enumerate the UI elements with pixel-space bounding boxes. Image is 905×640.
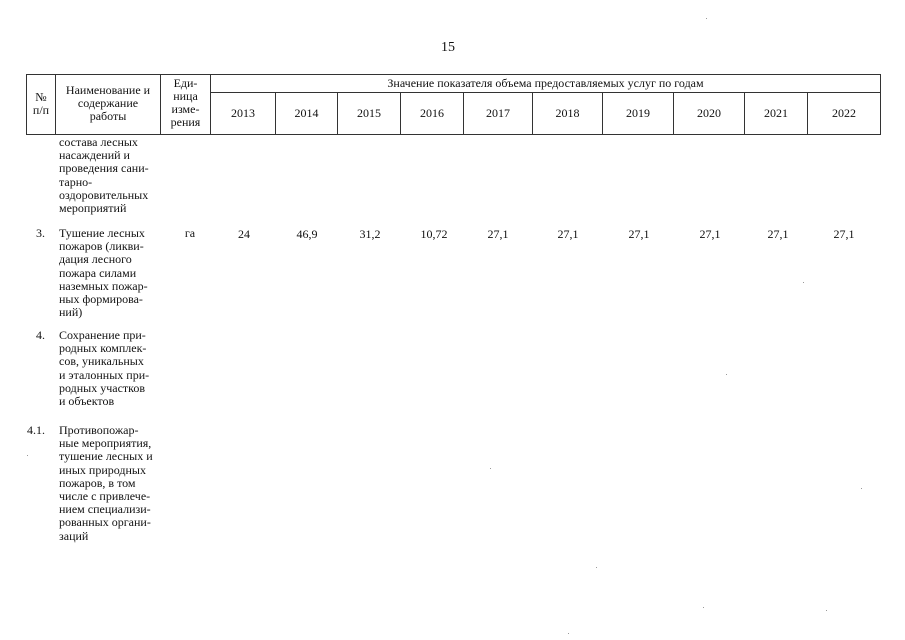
scan-speck [703,607,704,608]
row-3-name: Тушение лесных пожаров (ликви- дация лесного пожара силами наземных пожар- ных формирова- ний) [59,226,148,320]
scan-speck [568,633,569,634]
row-3-value-2016: 10,72 [420,227,448,241]
year-2022: 2022 [832,106,856,120]
scan-speck [826,610,827,611]
year-2020: 2020 [697,106,721,120]
scan-speck [490,468,491,469]
scan-speck [861,488,862,489]
header-name: Наименование и содержание работы [65,83,151,123]
scan-speck [706,18,707,19]
scan-speck [27,455,28,456]
row-3-value-2013: 24 [238,227,250,241]
row-3-number: 3. [36,226,45,240]
year-2019: 2019 [626,106,650,120]
page-number: 15 [441,40,455,55]
row-4-name: Сохранение при- родных комплек- сов, уникальных и эталонных при- родных участков и объектов [59,328,150,409]
row-3-value-2020: 27,1 [699,227,721,241]
row-3-value-2022: 27,1 [833,227,855,241]
row-4-1-name: Противопожар- ные мероприятия, тушение лесных и иных природных пожаров, в том числе с привлече- нием специализи- рованных органи- заций [59,423,153,543]
row-3-value-2018: 27,1 [557,227,579,241]
continuation-name: состава лесных насаждений и проведения сани- тарно- оздоровительных мероприятий [59,135,149,216]
header-group-title: Значение показателя объема предоставляемых услуг по годам [387,76,704,90]
year-2013: 2013 [231,106,255,120]
year-2021: 2021 [764,106,788,120]
row-3-value-2014: 46,9 [296,227,318,241]
year-2015: 2015 [357,106,381,120]
header-unit: Еди- ница изме- рения [170,76,201,129]
row-3-unit: га [184,226,196,240]
year-2016: 2016 [420,106,444,120]
row-3-value-2017: 27,1 [487,227,509,241]
row-4-1-number: 4.1. [27,423,45,437]
row-3-value-2015: 31,2 [359,227,381,241]
scan-speck [803,282,804,283]
year-2014: 2014 [294,106,319,120]
header-number: № п/п [32,90,50,117]
row-3-value-2019: 27,1 [628,227,650,241]
row-4-number: 4. [36,328,45,342]
scan-speck [726,374,727,375]
year-2018: 2018 [555,106,580,120]
row-3-value-2021: 27,1 [767,227,789,241]
table-header [26,74,881,135]
year-2017: 2017 [486,106,510,120]
scan-speck [596,567,597,568]
